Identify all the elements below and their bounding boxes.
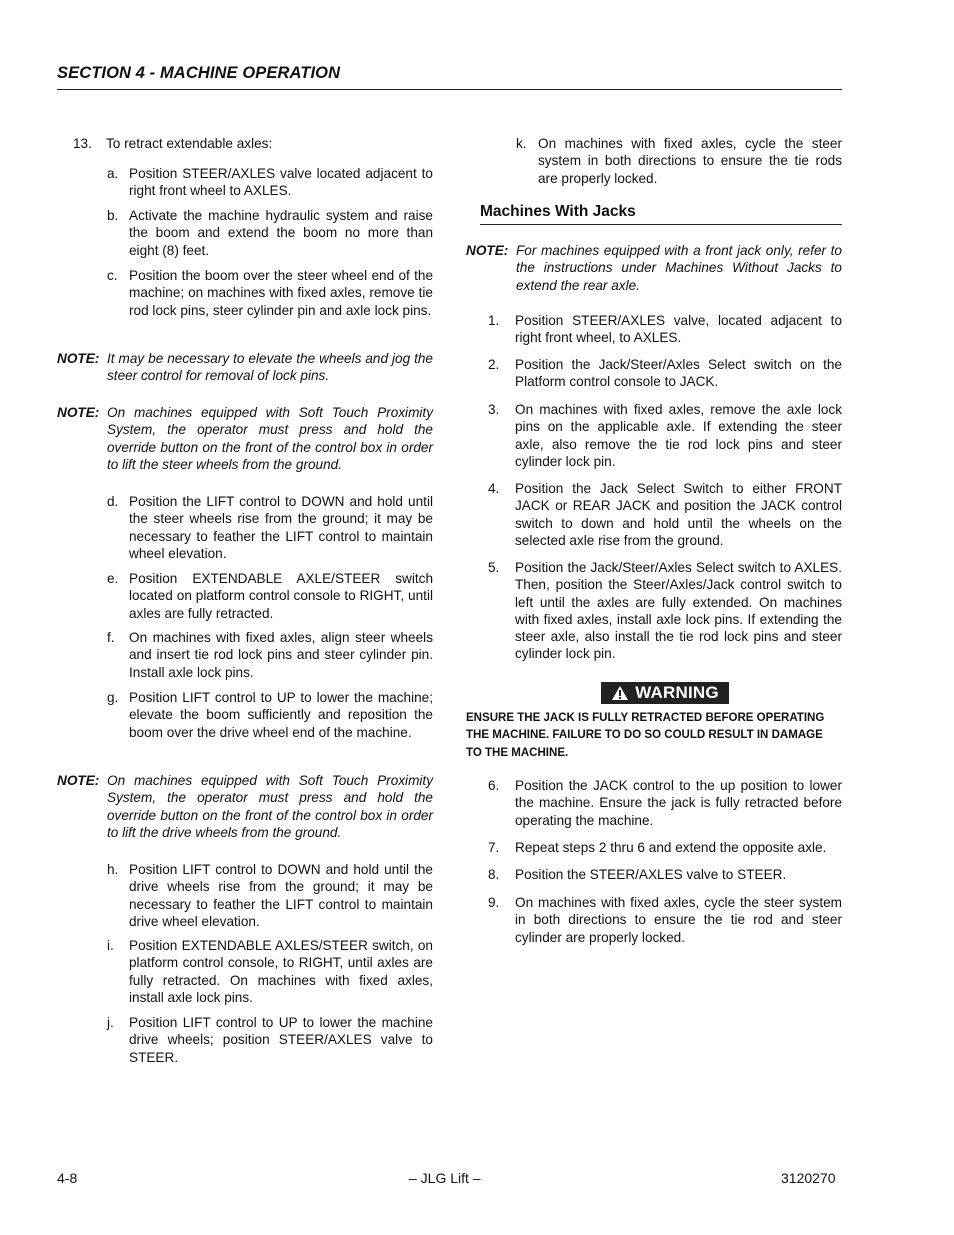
list-item [107, 493, 433, 562]
note-text: It may be necessary to elevate the wheels and jog the steer control for removal of lock pins. [107, 351, 433, 384]
item-label: 1. [488, 313, 500, 328]
section-title: SECTION 4 - MACHINE OPERATION [57, 64, 341, 82]
list-item [107, 1014, 433, 1066]
note [57, 772, 433, 841]
item-text: Position LIFT control to UP to lower the machine; elevate the boom sufficiently and reposition the boom over the drive wheel end of the machine. [129, 690, 433, 740]
item-label: 7. [488, 840, 500, 855]
note [57, 350, 433, 385]
note [57, 404, 433, 473]
item-text: Position the LIFT control to DOWN and hold until the steer wheels rise from the ground; it may be necessary to feather the LIFT control to maintain wheel elevation. [129, 494, 433, 561]
item-text: On machines with fixed axles, cycle the steer system in both directions to ensure the tie rods are properly locked. [538, 136, 842, 186]
item-label: b. [107, 208, 119, 223]
item-label: a. [107, 166, 119, 181]
item-label: f. [107, 630, 115, 645]
step-13 [73, 135, 272, 152]
item-label: h. [107, 862, 119, 877]
list-item [516, 135, 842, 187]
item-text: Position the Jack/Steer/Axles Select switch to AXLES. Then, position the Steer/Axles/Jack control switch to left until the axles are fully extended. On machines with fixed axles, install axle lock pins. If extending the steer axle, also install the tie rod lock pins and steer cylinder lock pin. [515, 560, 842, 662]
item-label: 8. [488, 867, 500, 882]
warning-icon [611, 685, 629, 701]
footer-center: – JLG Lift – [409, 1170, 481, 1186]
list-item [488, 356, 842, 391]
item-text: Position the JACK control to the up position to lower the machine. Ensure the jack is fully retracted before operating the machine. [515, 778, 842, 828]
note-text: For machines equipped with a front jack only, refer to the instructions under Machines Without Jacks to extend the rear axle. [516, 243, 842, 293]
list-item [107, 629, 433, 681]
section-heading: Machines With Jacks [480, 203, 842, 225]
item-label: 4. [488, 481, 500, 496]
list-item [488, 312, 842, 347]
item-text: Position LIFT control to DOWN and hold until the drive wheels rise from the ground; it may be necessary to feather the LIFT control to maintain drive wheel elevation. [129, 862, 433, 929]
item-text: Position STEER/AXLES valve located adjacent to right front wheel to AXLES. [129, 166, 433, 199]
item-label: 6. [488, 778, 500, 793]
note-label: NOTE: [57, 405, 100, 420]
item-text: Repeat steps 2 thru 6 and extend the opposite axle. [515, 840, 827, 855]
item-label: 5. [488, 560, 500, 575]
step-number: 13. [73, 136, 92, 151]
item-text: Position the STEER/AXLES valve to STEER. [515, 867, 787, 882]
item-label: 2. [488, 357, 500, 372]
item-text: Position LIFT control to UP to lower the machine drive wheels; position STEER/AXLES valve to STEER. [129, 1015, 433, 1065]
note [466, 242, 842, 294]
note-label: NOTE: [466, 243, 509, 258]
item-text: Position the Jack/Steer/Axles Select switch on the Platform control console to JACK. [515, 357, 842, 390]
item-label: 9. [488, 895, 500, 910]
list-item [488, 559, 842, 663]
item-text: On machines with fixed axles, align steer wheels and insert tie rod lock pins and steer cylinder pin. Install axle lock pins. [129, 630, 433, 680]
list-item [107, 570, 433, 622]
list-item [488, 894, 842, 946]
item-label: e. [107, 571, 119, 586]
list-item [107, 689, 433, 741]
document-number: 3120270 [781, 1170, 836, 1186]
item-label: k. [516, 136, 527, 151]
warning-label: WARNING [635, 683, 719, 703]
item-label: c. [107, 268, 118, 283]
item-label: i. [107, 938, 114, 953]
item-text: Activate the machine hydraulic system and raise the boom and extend the boom no more than eight (8) feet. [129, 208, 433, 258]
list-item [107, 861, 433, 930]
list-item [488, 866, 842, 883]
list-item [107, 937, 433, 1006]
list-item [107, 165, 433, 200]
item-text: Position EXTENDABLE AXLE/STEER switch located on platform control console to RIGHT, until axles are fully retracted. [129, 571, 433, 621]
item-text: Position the Jack Select Switch to either FRONT JACK or REAR JACK and position the JACK control switch to down and hold until the wheels on the selected axle rise from the ground. [515, 481, 842, 548]
item-text: On machines with fixed axles, cycle the steer system in both directions to ensure the tie rod and steer cylinder are properly locked. [515, 895, 842, 945]
item-label: g. [107, 690, 119, 705]
warning-badge [601, 682, 729, 704]
item-label: 3. [488, 402, 500, 417]
item-text: Position EXTENDABLE AXLES/STEER switch, on platform control console, to RIGHT, until axles are fully retracted. On machines with fixed axles, install axle lock pins. [129, 938, 433, 1005]
list-item [107, 207, 433, 259]
item-text: Position the boom over the steer wheel end of the machine; on machines with fixed axles, remove tie rod lock pins, steer cylinder pin and axle lock pins. [129, 268, 433, 318]
list-item [488, 839, 842, 856]
header-divider [57, 89, 842, 90]
note-text: On machines equipped with Soft Touch Proximity System, the operator must press and hold the override button on the front of the control box in order to lift the drive wheels from the ground. [107, 773, 433, 840]
warning-text: ENSURE THE JACK IS FULLY RETRACTED BEFORE OPERATING THE MACHINE. FAILURE TO DO SO COULD RESULT IN DAMAGE TO THE MACHINE. [466, 710, 825, 759]
note-label: NOTE: [57, 351, 100, 366]
list-item [488, 480, 842, 549]
item-label: d. [107, 494, 119, 509]
note-label: NOTE: [57, 773, 100, 788]
list-item [488, 777, 842, 829]
list-item [488, 401, 842, 470]
item-text: On machines with fixed axles, remove the axle lock pins on the applicable axle. If extending the steer axle, also remove the tie rod lock pins and steer cylinder lock pin. [515, 402, 842, 469]
list-item [107, 267, 433, 319]
item-label: j. [107, 1015, 114, 1030]
item-text: Position STEER/AXLES valve, located adjacent to right front wheel, to AXLES. [515, 313, 842, 346]
note-text: On machines equipped with Soft Touch Proximity System, the operator must press and hold the override button on the front of the control box in order to lift the steer wheels from the ground. [107, 405, 433, 472]
step-text: To retract extendable axles: [106, 136, 273, 151]
page-number: 4-8 [57, 1170, 78, 1186]
